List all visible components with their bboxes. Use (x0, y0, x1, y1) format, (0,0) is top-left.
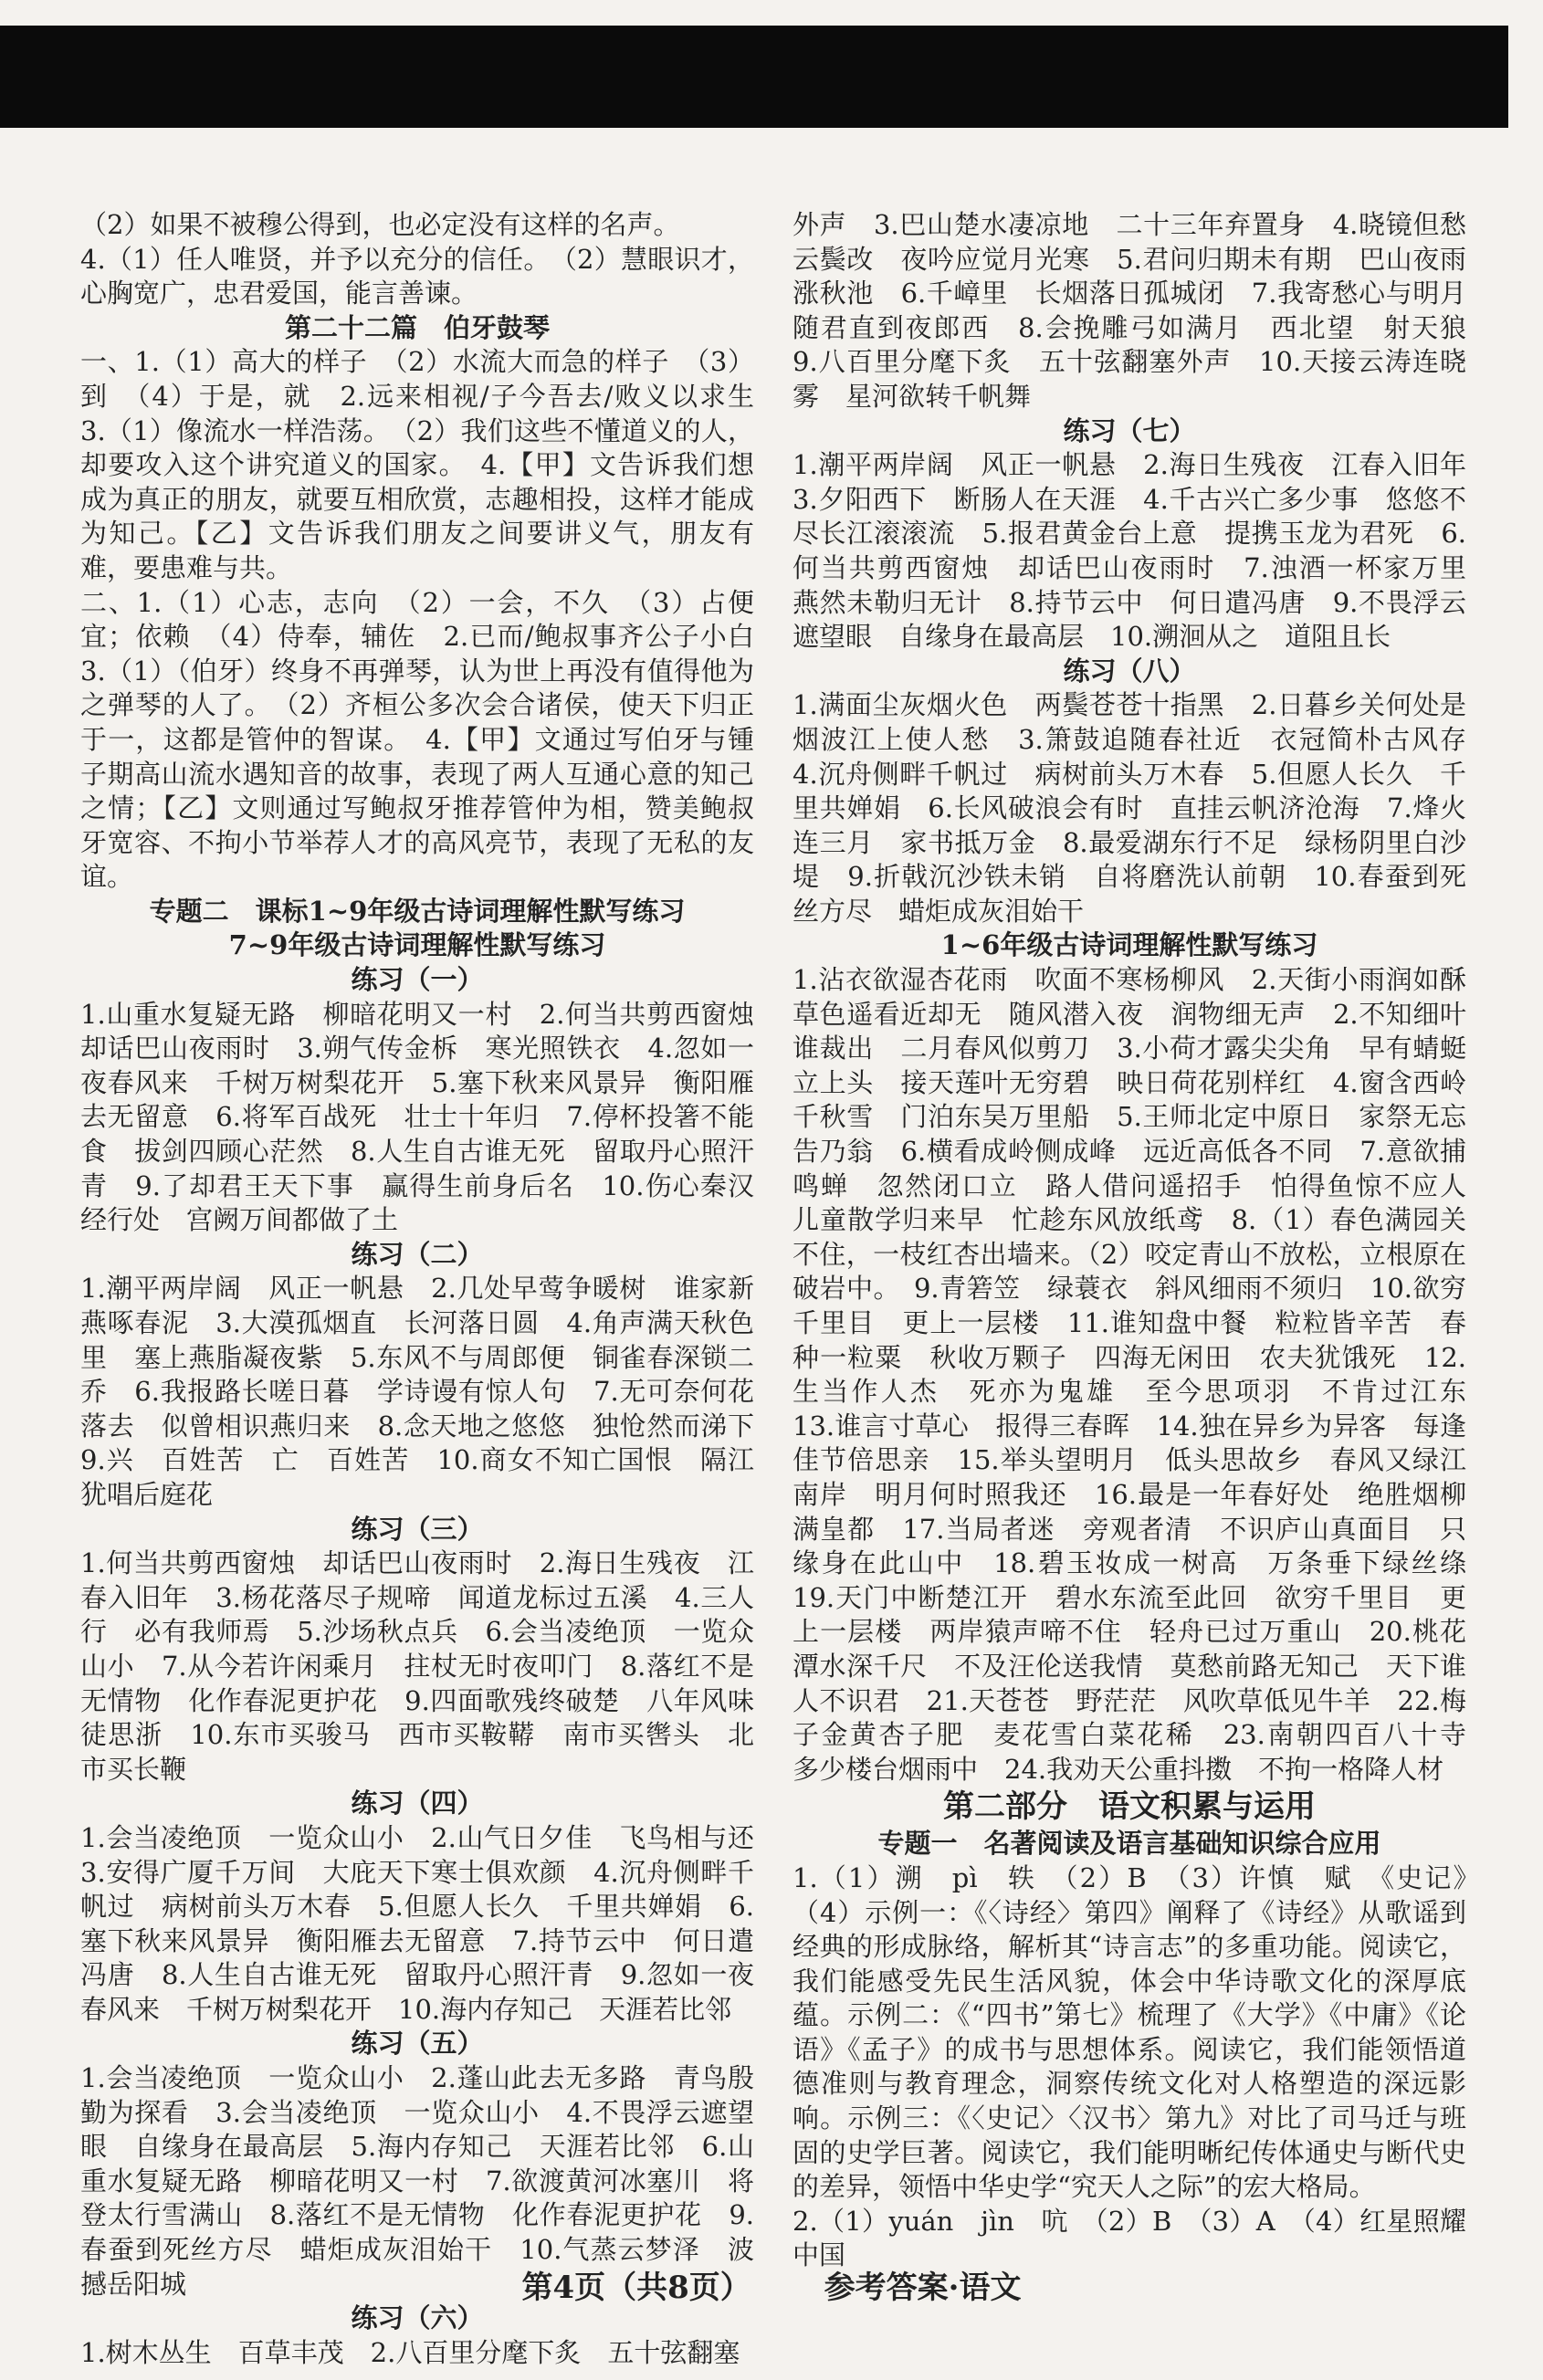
page-number: 第4页（共8页） (521, 2270, 751, 2306)
part-heading: 第二部分 语文积累与运用 (943, 1788, 1316, 1826)
right-column (792, 208, 1494, 2273)
exercise-heading: 练习（六） (351, 2302, 484, 2334)
answer-text: 1.潮平两岸阔 风正一帆悬 2.海日生残夜 江春入旧年 3.夕阳西下 断肠人在天涯 4.千古兴亡多少事 悠悠不尽长江滚滚流 5.报君黄金台上意 提携玉龙为君死 6.何当共剪西窗烛 却话巴山夜雨时 7.浊酒一杯家万里 燕然未勒归无计 8.持节云中 何日遣冯唐 9.不畏浮云遮望眼 自缘身在最高层 10.溯洄从之 道阻且长 (792, 449, 1494, 653)
exercise-heading: 练习（四） (351, 1788, 484, 1819)
answer-text: 1.潮平两岸阔 风正一帆悬 2.几处早莺争暖树 谁家新燕啄春泥 3.大漠孤烟直 长河落日圆 4.角声满天秋色里 塞上燕脂凝夜紫 5.东风不与周郎便 铜雀春深锁二乔 6.我报路长嗟日暮 学诗谩有惊人句 7.无可奈何花落去 似曾相识燕归来 8.念天地之悠悠 独怆然而涕下 9.兴 百姓苦 亡 百姓苦 10.商女不知亡国恨 隔江犹唱后庭花 (80, 1273, 782, 1510)
subtopic-heading: 7~9年级古诗词理解性默写练习 (228, 929, 606, 961)
answer-text: （2）如果不被穆公得到，也必定没有这样的名声。 (80, 209, 680, 240)
exercise-heading: 练习（三） (351, 1513, 484, 1545)
topic-heading: 专题一 名著阅读及语言基础知识综合应用 (877, 1828, 1381, 1860)
exercise-heading: 练习（七） (1063, 414, 1196, 446)
answer-text: 1.（1）溯 pì 轶 （2）B （3）许慎 赋 《史记》 （4）示例一：《〈诗经〉第四》阐释了《诗经》从歌谣到经典的形成脉络，解析其“诗言志”的多重功能。阅读它，我们能感受先民生活风貌，体会中华诗歌文化的深厚底蕴。示例二：《“四书”第七》梳理了《大学》《中庸》《论语》《孟子》的成书与思想体系。阅读它，我们能领悟道德准则与教育理念，洞察传统文化对人格塑造的深远影响。示例三：《〈史记〉〈汉书〉第九》对比了司马迁与班固的史学巨著。阅读它，我们能明晰纪传体通史与断代史的差异，领悟中华史学“究天人之际”的宏大格局。 (792, 1861, 1493, 2203)
topic-heading: 专题二 课标1~9年级古诗词理解性默写练习 (149, 895, 686, 927)
answer-text: 2.（1）yuán jìn 吭 （2）B （3）A （4）红星照耀中国 (792, 2205, 1466, 2271)
answer-text: 1.满面尘灰烟火色 两鬓苍苍十指黑 2.日暮乡关何处是 烟波江上使人愁 3.箫鼓追随春社近 衣冠简朴古风存 4.沉舟侧畔千帆过 病树前头万木春 5.但愿人长久 千里共婵娟 6.长风破浪会有时 直挂云帆济沧海 7.烽火连三月 家书抵万金 8.最爱湖东行不足 绿杨阴里白沙堤 9.折戟沉沙铁未销 自将磨洗认前朝 10.春蚕到死丝方尽 蜡炬成灰泪始干 (792, 689, 1494, 927)
page-footer (0, 2262, 1543, 2307)
answer-text: 1.会当凌绝顶 一览众山小 2.蓬山此去无多路 青鸟殷勤为探看 3.会当凌绝顶 一览众山小 4.不畏浮云遮望眼 自缘身在最高层 5.海内存知己 天涯若比邻 6.山重水复疑无路 柳暗花明又一村 7.欲渡黄河冰塞川 将登太行雪满山 8.落红不是无情物 化作春泥更护花 9.春蚕到死丝方尽 蜡炬成灰泪始干 10.气蒸云梦泽 波撼岳阳城 (80, 2062, 754, 2300)
answer-text: 1.树木丛生 百草丰茂 2.八百里分麾下炙 五十弦翻塞 (80, 2336, 740, 2368)
footer-label: 参考答案·语文 (824, 2270, 1022, 2306)
exercise-heading: 练习（二） (351, 1238, 484, 1270)
exercise-heading: 练习（五） (351, 2028, 484, 2060)
answer-text: 4.（1）任人唯贤，并予以充分的信任。 （2）慧眼识才，心胸宽广，忠君爱国，能言善谏。 (80, 243, 754, 309)
subtopic-heading: 1~6年级古诗词理解性默写练习 (940, 929, 1318, 961)
answer-text: 1.何当共剪西窗烛 却话巴山夜雨时 2.海日生残夜 江春入旧年 3.杨花落尽子规啼 闻道龙标过五溪 4.三人行 必有我师焉 5.沙场秋点兵 6.会当凌绝顶 一览众山小 7.从今若许闲乘月 拄杖无时夜叩门 8.落红不是无情物 化作春泥更护花 9.四面歌残终破楚 八年风味徒思浙 10.东市买骏马 西市买鞍鞯 南市买辔头 北市买长鞭 (80, 1547, 754, 1785)
answer-text: 1.会当凌绝顶 一览众山小 2.山气日夕佳 飞鸟相与还 3.安得广厦千万间 大庇天下寒士俱欢颜 4.沉舟侧畔千帆过 病树前头万木春 5.但愿人长久 千里共婵娟 6.塞下秋来风景异 衡阳雁去无留意 7.持节云中 何日遣冯唐 8.人生自古谁无死 留取丹心照汗青 9.忽如一夜春风来 千树万树梨花开 10.海内存知己 天涯若比邻 (80, 1821, 782, 2025)
answer-text: 1.山重水复疑无路 柳暗花明又一村 2.何当共剪西窗烛 却话巴山夜雨时 3.朔气传金柝 寒光照铁衣 4.忽如一夜春风来 千树万树梨花开 5.塞下秋来风景异 衡阳雁去无留意 6.将军百战死 壮士十年归 7.停杯投箸不能食 拔剑四顾心茫然 8.人生自古谁无死 留取丹心照汗青 9.了却君王天下事 赢得生前身后名 10.伤心秦汉经行处 宫阙万间都做了土 (80, 998, 782, 1236)
left-column (80, 208, 782, 2370)
exercise-heading: 练习（一） (351, 964, 484, 996)
exercise-heading: 练习（八） (1063, 655, 1196, 687)
answer-text: 一、1.（1）高大的样子 （2）水流大而急的样子 （3）到 （4）于是，就 2.远来相视/子今吾去/败义以求生 3.（1）像流水一样浩荡。 （2）我们这些不懂道义的人，却要攻入这个讲究道义的国家。 4.【甲】文告诉我们想成为真正的朋友，就要互相欣赏，志趣相投，这样才能成为知己。【乙】文告诉我们朋友之间要讲义气，朋友有难，要患难与共。 (80, 346, 782, 583)
answer-text: 外声 3.巴山楚水凄凉地 二十三年弃置身 4.晓镜但愁云鬓改 夜吟应觉月光寒 5.君问归期未有期 巴山夜雨涨秋池 6.千嶂里 长烟落日孤城闭 7.我寄愁心与明月 随君直到夜郎西 8.会挽雕弓如满月 西北望 射天狼 9.八百里分麾下炙 五十弦翻塞外声 10.天接云涛连晓雾 星河欲转千帆舞 (792, 209, 1494, 412)
answer-text: 1.沾衣欲湿杏花雨 吹面不寒杨柳风 2.天街小雨润如酥 草色遥看近却无 随风潜入夜 润物细无声 2.不知细叶谁裁出 二月春风似剪刀 3.小荷才露尖尖角 早有蜻蜓立上头 接天莲叶无穷碧 映日荷花别样红 4.窗含西岭千秋雪 门泊东吴万里船 5.王师北定中原日 家祭无忘告乃翁 6.横看成岭侧成峰 远近高低各不同 7.意欲捕鸣蝉 忽然闭口立 路人借问遥招手 怕得鱼惊不应人 儿童散学归来早 忙趁东风放纸鸢 8.（1）春色满园关不住，一枝红杏出墙来。（2）咬定青山不放松，立根原在破岩中。 9.青箬笠 绿蓑衣 斜风细雨不须归 10.欲穷千里目 更上一层楼 11.谁知盘中餐 粒粒皆辛苦 春种一粒粟 秋收万颗子 四海无闲田 农夫犹饿死 12.生当作人杰 死亦为鬼雄 至今思项羽 不肯过江东 13.谁言寸草心 报得三春晖 14.独在异乡为异客 每逢佳节倍思亲 15.举头望明月 低头思故乡 春风又绿江南岸 明月何时照我还 16.最是一年春好处 绝胜烟柳满皇都 17.当局者迷 旁观者清 不识庐山真面目 只缘身在此山中 18.碧玉妆成一树高 万条垂下绿丝绦 19.天门中断楚江开 碧水东流至此回 欲穷千里目 更上一层楼 两岸猿声啼不住 轻舟已过万重山 20.桃花潭水深千尺 不及汪伦送我情 莫愁前路无知己 天下谁人不识君 21.天苍苍 野茫茫 风吹草低见牛羊 22.梅子金黄杏子肥 麦花雪白菜花稀 23.南朝四百八十寺 多少楼台烟雨中 24.我劝天公重抖擞 不拘一格降人材 (792, 964, 1494, 1785)
top-black-band (0, 26, 1508, 128)
answer-text: 二、1.（1）心志，志向 （2）一会，不久 （3）占便宜；依赖 （4）侍奉，辅佐 2.已而/鲍叔事齐公子小白 3.（1）（伯牙）终身不再弹琴，认为世上再没有值得他为之弹琴的人了。 （2）齐桓公多次会合诸侯，使天下归正于一，这都是管仲的智谋。 4.【甲】文通过写伯牙与锺子期高山流水遇知音的故事，表现了两人互通心意的知己之情；【乙】文则通过写鲍叔牙推荐管仲为相，赞美鲍叔牙宽容、不拘小节举荐人才的高风亮节，表现了无私的友谊。 (80, 586, 782, 893)
lesson-heading: 第二十二篇 伯牙鼓琴 (284, 311, 550, 343)
